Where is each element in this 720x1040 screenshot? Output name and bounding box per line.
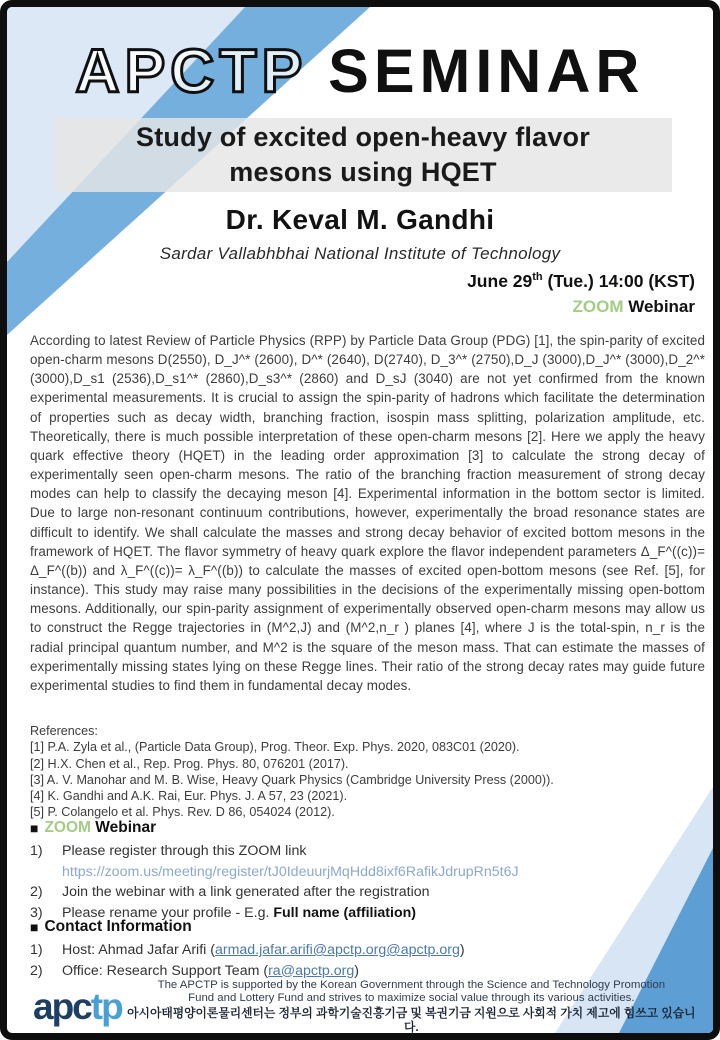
seminar-title-line2: mesons using HQET [229,157,497,187]
webinar-label: Webinar [95,819,157,836]
reference-item: [2] H.X. Chen et al., Rep. Prog. Phys. 80, 076201 (2017). [30,756,349,771]
seminar-title-line1: Study of excited open-heavy flavor [136,122,590,152]
paren-close: ) [354,962,359,979]
date-ordinal: th [532,271,543,284]
zoom-green-label: ZOOM [44,819,91,836]
footer-text [122,979,701,1034]
item-number: 2) [30,962,43,979]
contact-header-text: Contact Information [44,918,192,935]
list-item [30,940,653,961]
footer-line-korean: 아시아태평양이론물리센터는 정부의 과학기술진흥기금 및 복권기금 지원으로 사회적 가치 제고에 힘쓰고 있습니다. [127,1006,696,1034]
zoom-brand-text: ZOOM [572,297,624,316]
webinar-text: Webinar [623,297,695,316]
rename-instruction: Please rename your profile - E.g. [62,904,274,921]
apctp-logo [33,988,122,1025]
seminar-wordmark: SEMINAR [328,37,645,105]
item-number: 2) [30,884,43,900]
poster-footer [7,978,713,1034]
contact-section-header [30,918,653,936]
logo-blue-part: tp [90,986,122,1027]
paren-close: ) [459,942,465,958]
item-number: 3) [30,904,43,921]
item-text: Join the webinar with a link generated after the registration [62,884,430,900]
footer-line-2: Fund and Lottery Fund and strives to maximize social value through its various activities. [188,992,635,1005]
list-item [30,841,653,862]
reference-item: [3] A. V. Manohar and M. B. Wise, Heavy Quark Physics (Cambridge University Press (2000)). [30,772,554,787]
zoom-registration-link[interactable]: https://zoom.us/meeting/register/tJ0IdeuurjMqHdd8ixf6RafikJdrupRn5t6J [62,863,519,880]
speaker-affiliation: Sardar Vallabhbhai National Institute of Technology [159,244,561,263]
abstract-paragraph: According to latest Review of Particle Physics (RPP) by Particle Data Group (PDG) [1], the spin-parity of excited open-charm mesons D(2550), D_J^* (2600), D^* (2640), D(2740), D_3^* (2750),D_J (3000),D_J^* (3000),D_2^* (3000),D_s1 (2536),D_s1^* (2860),D_s3^* (2860) and D_sJ (3040) are not yet confirmed from the known experimental measurements. It is crucial to assign the spin-parity of hadrons which facilitate the determination of properties such as decay width, branching fraction, isospin mass splitting, polarization amplitude, etc. Theoretically, there is much possible interpretation of these open-charm mesons [2]. Here we apply the heavy quark effective theory (HQET) in the leading order approximation [3] to calculate the strong decay of experimentally seen open-charm mesons. The ratio of the branching fraction measurement of strong decay modes can help to classify the decaying meson [4]. Experimental information in the bottom sector is limited. Due to large non-resonant continuum contributions, however, experimentally the broad resonance states are difficult to identify. We shall calculate the masses and strong decay behavior of excited bottom mesons in the framework of HQET. The flavor symmetry of heavy quark explore the flavor independent parameters Δ_F^((c))= Δ_F^((b)) and λ_F^((c))= λ_F^((b)) to calculate the masses of excited open-bottom mesons (see Ref. [5], for instance). This study may raise many possibilities in the decisions of the experimentally missing open-bottom mesons. Additionally, our spin-parity assignment of experimentally observed open-charm mesons may allow us to construct the Regge trajectories in (M^2,J) and (M^2,n_r ) planes [4], where J is the total-spin, n_r is the radial principal quantum number, and M^2 is the square of the meson mass. That can estimate the masses of experimentally missing states lying on these Regge lines. Their ratio of the strong decay rates may guide future experimental studies to find them in fundamental decay modes. [30,333,705,693]
contact-section [30,918,653,981]
host-email-link[interactable]: armad.jafar.arifi@apctp.org@apctp.org [214,942,460,958]
list-item [30,882,653,903]
office-email-link[interactable]: ra@apctp.org [268,962,355,979]
item-number: 1) [30,843,43,859]
date-day: June 29 [467,271,533,291]
zoom-section-header-text [44,819,156,837]
apctp-wordmark: APCTP [75,37,307,105]
footer-line-1: The APCTP is supported by the Korean Government through the Science and Technology Promotion [157,978,666,991]
zoom-webinar-section [30,819,653,923]
reference-item: [5] P. Colangelo et al. Phys. Rev. D 86, 054024 (2012). [30,805,335,820]
reference-item: [4] K. Gandhi and A.K. Rai, Eur. Phys. J. A 57, 23 (2021). [30,789,348,804]
seminar-datetime [467,271,695,292]
registration-link-line [62,862,653,883]
references-heading: References: [30,724,98,738]
host-label: Host: Ahmad Jafar Arifi ( [62,942,215,958]
item-text [62,940,465,961]
item-number: 1) [30,942,43,958]
poster-content [7,7,713,1033]
rename-format: Full name (affiliation) [273,904,417,921]
item-text: Please register through this ZOOM link [62,843,307,859]
square-bullet-icon: ■ [30,919,39,935]
reference-item: [1] P.A. Zyla et al., (Particle Data Group), Prog. Theor. Exp. Phys. 2020, 083C01 (2020). [30,740,520,755]
zoom-section-header [30,819,653,837]
platform-line [573,297,695,317]
logo-dark-part: apc [33,986,91,1027]
speaker-name: Dr. Keval M. Gandhi [225,204,495,235]
references-block [30,723,703,821]
square-bullet-icon: ■ [30,820,39,836]
date-time: (Tue.) 14:00 (KST) [542,271,695,291]
office-label: Office: Research Support Team ( [62,962,269,979]
